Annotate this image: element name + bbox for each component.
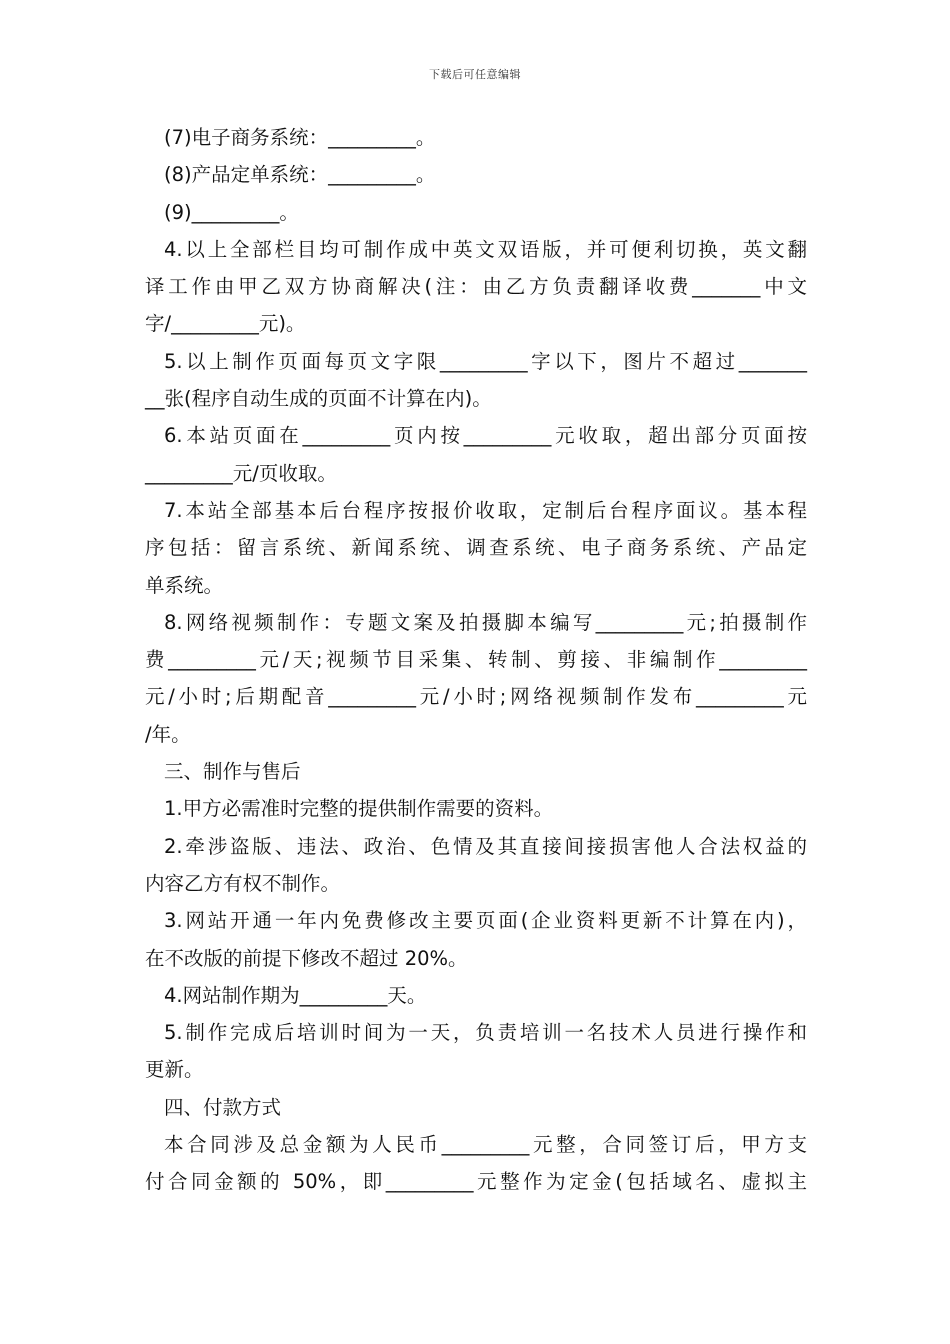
text-line: /年。 xyxy=(145,722,191,746)
text-line: 付合同金额的 50%，即_________元整作为定金(包括域名、虚拟主 xyxy=(145,1170,807,1194)
text-line: 4.网站制作期为_________天。 xyxy=(164,983,427,1007)
text-line: 译工作由甲乙双方协商解决(注：由乙方负责翻译收费_______中文 xyxy=(145,275,807,299)
text-line: 费_________元/天;视频节目采集、转制、剪接、非编制作_________ xyxy=(145,648,807,672)
text-line: (9)_________。 xyxy=(164,200,299,224)
text-line: 更新。 xyxy=(145,1058,204,1082)
text-line: 内容乙方有权不制作。 xyxy=(145,871,341,895)
text-line: 2.牵涉盗版、违法、政治、色情及其直接间接损害他人合法权益的 xyxy=(164,834,807,858)
section-heading: 三、制作与售后 xyxy=(164,760,301,784)
text-line: 8.网络视频制作：专题文案及拍摄脚本编写_________元;拍摄制作 xyxy=(164,610,807,634)
text-line: 本合同涉及总金额为人民币_________元整，合同签订后，甲方支 xyxy=(164,1133,807,1157)
text-line: 单系统。 xyxy=(145,573,224,597)
text-line: (7)电子商务系统：_________。 xyxy=(164,126,436,149)
text-line: 3.网站开通一年内免费修改主要页面(企业资料更新不计算在内)， xyxy=(164,909,807,933)
page-header-note: 下载后可任意编辑 xyxy=(429,68,521,81)
text-line: 1.甲方必需准时完整的提供制作需要的资料。 xyxy=(164,797,554,821)
document-body xyxy=(145,119,807,1201)
text-line: _________元/页收取。 xyxy=(145,461,337,485)
text-line: 4.以上全部栏目均可制作成中英文双语版，并可便利切换，英文翻 xyxy=(164,237,807,261)
text-line: 元/小时;后期配音_________元/小时;网络视频制作发布_________元 xyxy=(145,685,807,709)
text-line: (8)产品定单系统：_________。 xyxy=(164,163,436,187)
text-line: 5.以上制作页面每页文字限_________字以下，图片不超过_______ xyxy=(164,349,807,373)
section-heading: 四、付款方式 xyxy=(164,1095,282,1119)
text-line: 6.本站页面在_________页内按_________元收取，超出部分页面按 xyxy=(164,424,807,448)
text-line: 5.制作完成后培训时间为一天，负责培训一名技术人员进行操作和 xyxy=(164,1021,807,1045)
text-line: 在不改版的前提下修改不超过 20%。 xyxy=(145,946,468,970)
text-line: 序包括：留言系统、新闻系统、调查系统、电子商务系统、产品定 xyxy=(145,536,807,560)
text-line: __张(程序自动生成的页面不计算在内)。 xyxy=(145,387,492,411)
text-line: 字/_________元)。 xyxy=(145,312,306,336)
text-line: 7.本站全部基本后台程序按报价收取，定制后台程序面议。基本程 xyxy=(164,498,807,522)
